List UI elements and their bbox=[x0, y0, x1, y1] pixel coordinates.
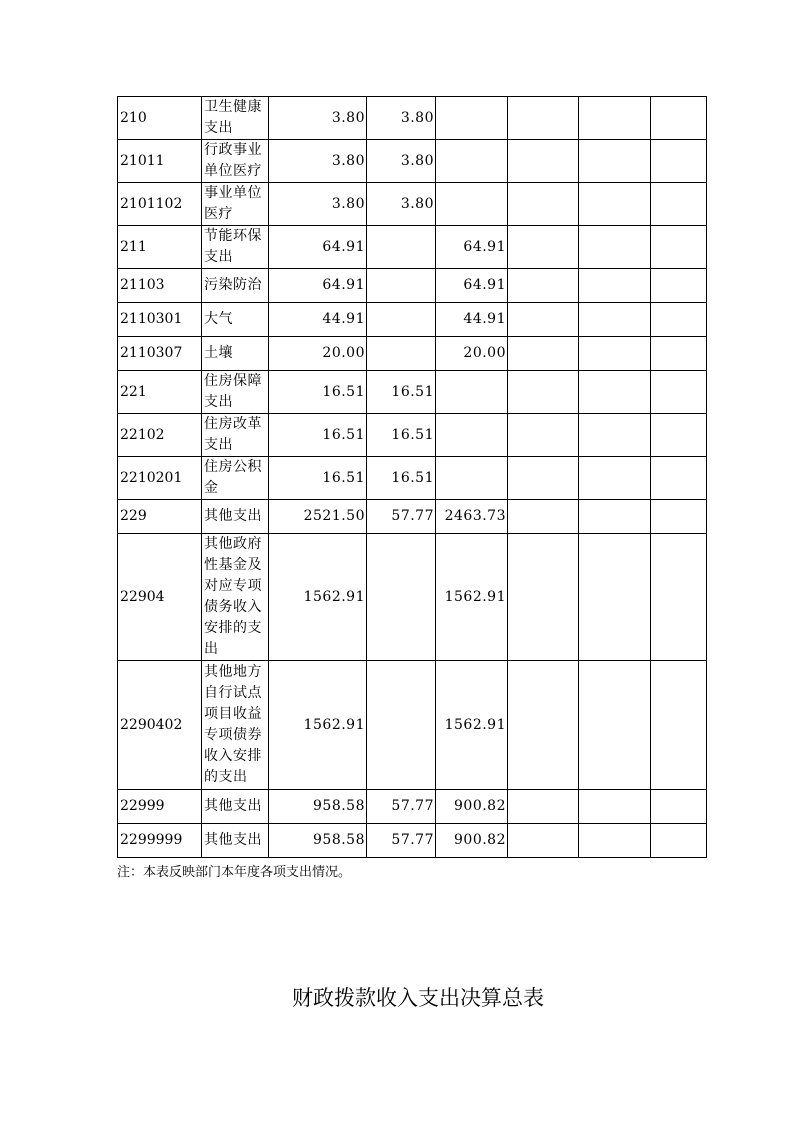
subject-name-cell: 大气 bbox=[202, 303, 269, 337]
subject-code-cell: 21103 bbox=[118, 269, 202, 303]
basic-expenditure-cell: 3.80 bbox=[367, 97, 436, 140]
empty-cell bbox=[579, 824, 651, 858]
table-row bbox=[118, 824, 707, 858]
basic-expenditure-cell: 57.77 bbox=[367, 790, 436, 824]
project-expenditure-cell: 900.82 bbox=[436, 790, 508, 824]
total-expenditure-cell: 3.80 bbox=[269, 97, 367, 140]
table-row bbox=[118, 140, 707, 183]
total-expenditure-cell: 16.51 bbox=[269, 371, 367, 414]
subject-code-cell: 2290402 bbox=[118, 661, 202, 790]
subject-name-cell: 污染防治 bbox=[202, 269, 269, 303]
basic-expenditure-cell bbox=[367, 534, 436, 661]
subject-name-cell: 住房保障支出 bbox=[202, 371, 269, 414]
subject-name-cell: 住房公积金 bbox=[202, 457, 269, 500]
basic-expenditure-cell: 16.51 bbox=[367, 457, 436, 500]
table-row bbox=[118, 226, 707, 269]
empty-cell bbox=[579, 790, 651, 824]
project-expenditure-cell: 64.91 bbox=[436, 226, 508, 269]
empty-cell bbox=[579, 661, 651, 790]
project-expenditure-cell: 900.82 bbox=[436, 824, 508, 858]
empty-cell bbox=[651, 500, 707, 534]
basic-expenditure-cell: 16.51 bbox=[367, 414, 436, 457]
subject-name-cell: 事业单位医疗 bbox=[202, 183, 269, 226]
empty-cell bbox=[579, 97, 651, 140]
subject-name-cell: 其他支出 bbox=[202, 500, 269, 534]
basic-expenditure-cell bbox=[367, 269, 436, 303]
subject-name-cell: 行政事业单位医疗 bbox=[202, 140, 269, 183]
total-expenditure-cell: 20.00 bbox=[269, 337, 367, 371]
empty-cell bbox=[508, 500, 579, 534]
empty-cell bbox=[651, 824, 707, 858]
total-expenditure-cell: 64.91 bbox=[269, 226, 367, 269]
basic-expenditure-cell: 16.51 bbox=[367, 371, 436, 414]
basic-expenditure-cell: 57.77 bbox=[367, 824, 436, 858]
empty-cell bbox=[651, 97, 707, 140]
subject-code-cell: 2210201 bbox=[118, 457, 202, 500]
subject-code-cell: 22904 bbox=[118, 534, 202, 661]
subject-name-cell: 土壤 bbox=[202, 337, 269, 371]
empty-cell bbox=[651, 371, 707, 414]
empty-cell bbox=[579, 457, 651, 500]
empty-cell bbox=[651, 303, 707, 337]
table-row bbox=[118, 97, 707, 140]
total-expenditure-cell: 44.91 bbox=[269, 303, 367, 337]
empty-cell bbox=[508, 140, 579, 183]
total-expenditure-cell: 1562.91 bbox=[269, 534, 367, 661]
empty-cell bbox=[508, 824, 579, 858]
empty-cell bbox=[508, 457, 579, 500]
empty-cell bbox=[579, 269, 651, 303]
total-expenditure-cell: 3.80 bbox=[269, 183, 367, 226]
project-expenditure-cell: 1562.91 bbox=[436, 534, 508, 661]
project-expenditure-cell bbox=[436, 414, 508, 457]
table-row bbox=[118, 269, 707, 303]
empty-cell bbox=[508, 534, 579, 661]
subject-code-cell: 210 bbox=[118, 97, 202, 140]
table-note: 注：本表反映部门本年度各项支出情况。 bbox=[117, 865, 352, 880]
total-expenditure-cell: 958.58 bbox=[269, 790, 367, 824]
basic-expenditure-cell: 3.80 bbox=[367, 183, 436, 226]
empty-cell bbox=[651, 337, 707, 371]
project-expenditure-cell: 1562.91 bbox=[436, 661, 508, 790]
project-expenditure-cell bbox=[436, 140, 508, 183]
empty-cell bbox=[579, 371, 651, 414]
empty-cell bbox=[579, 414, 651, 457]
project-expenditure-cell bbox=[436, 183, 508, 226]
empty-cell bbox=[508, 661, 579, 790]
empty-cell bbox=[508, 790, 579, 824]
total-expenditure-cell: 3.80 bbox=[269, 140, 367, 183]
project-expenditure-cell bbox=[436, 457, 508, 500]
empty-cell bbox=[579, 140, 651, 183]
subject-code-cell: 2110307 bbox=[118, 337, 202, 371]
empty-cell bbox=[651, 183, 707, 226]
empty-cell bbox=[651, 226, 707, 269]
subject-code-cell: 221 bbox=[118, 371, 202, 414]
empty-cell bbox=[651, 534, 707, 661]
project-expenditure-cell: 64.91 bbox=[436, 269, 508, 303]
empty-cell bbox=[651, 661, 707, 790]
total-expenditure-cell: 958.58 bbox=[269, 824, 367, 858]
project-expenditure-cell: 20.00 bbox=[436, 337, 508, 371]
project-expenditure-cell: 2463.73 bbox=[436, 500, 508, 534]
empty-cell bbox=[508, 337, 579, 371]
empty-cell bbox=[579, 226, 651, 269]
empty-cell bbox=[508, 414, 579, 457]
subject-name-cell: 其他地方自行试点项目收益专项债券收入安排的支出 bbox=[202, 661, 269, 790]
basic-expenditure-cell: 57.77 bbox=[367, 500, 436, 534]
table-row bbox=[118, 414, 707, 457]
subject-code-cell: 2101102 bbox=[118, 183, 202, 226]
table-row bbox=[118, 534, 707, 661]
subject-code-cell: 211 bbox=[118, 226, 202, 269]
table-row bbox=[118, 337, 707, 371]
subject-code-cell: 2110301 bbox=[118, 303, 202, 337]
table-row bbox=[118, 371, 707, 414]
table-row bbox=[118, 661, 707, 790]
basic-expenditure-cell bbox=[367, 337, 436, 371]
total-expenditure-cell: 2521.50 bbox=[269, 500, 367, 534]
empty-cell bbox=[508, 269, 579, 303]
empty-cell bbox=[508, 97, 579, 140]
table-row bbox=[118, 183, 707, 226]
subject-code-cell: 22102 bbox=[118, 414, 202, 457]
expenditure-table bbox=[117, 96, 707, 858]
subject-name-cell: 其他政府性基金及对应专项债务收入安排的支出 bbox=[202, 534, 269, 661]
empty-cell bbox=[508, 183, 579, 226]
empty-cell bbox=[508, 303, 579, 337]
empty-cell bbox=[651, 414, 707, 457]
empty-cell bbox=[579, 303, 651, 337]
project-expenditure-cell bbox=[436, 97, 508, 140]
empty-cell bbox=[508, 226, 579, 269]
project-expenditure-cell bbox=[436, 371, 508, 414]
total-expenditure-cell: 64.91 bbox=[269, 269, 367, 303]
empty-cell bbox=[651, 140, 707, 183]
total-expenditure-cell: 1562.91 bbox=[269, 661, 367, 790]
table-row bbox=[118, 303, 707, 337]
subject-name-cell: 住房改革支出 bbox=[202, 414, 269, 457]
subject-name-cell: 其他支出 bbox=[202, 790, 269, 824]
empty-cell bbox=[579, 534, 651, 661]
expenditure-table-container bbox=[117, 96, 707, 858]
subject-code-cell: 22999 bbox=[118, 790, 202, 824]
basic-expenditure-cell bbox=[367, 226, 436, 269]
empty-cell bbox=[579, 183, 651, 226]
next-table-title: 财政拨款收入支出决算总表 bbox=[292, 986, 544, 1010]
subject-code-cell: 21011 bbox=[118, 140, 202, 183]
total-expenditure-cell: 16.51 bbox=[269, 457, 367, 500]
subject-name-cell: 节能环保支出 bbox=[202, 226, 269, 269]
empty-cell bbox=[651, 457, 707, 500]
table-body bbox=[118, 97, 707, 858]
subject-name-cell: 其他支出 bbox=[202, 824, 269, 858]
empty-cell bbox=[651, 790, 707, 824]
subject-code-cell: 2299999 bbox=[118, 824, 202, 858]
project-expenditure-cell: 44.91 bbox=[436, 303, 508, 337]
subject-name-cell: 卫生健康支出 bbox=[202, 97, 269, 140]
total-expenditure-cell: 16.51 bbox=[269, 414, 367, 457]
table-row bbox=[118, 790, 707, 824]
empty-cell bbox=[579, 500, 651, 534]
empty-cell bbox=[579, 337, 651, 371]
basic-expenditure-cell bbox=[367, 303, 436, 337]
empty-cell bbox=[651, 269, 707, 303]
basic-expenditure-cell: 3.80 bbox=[367, 140, 436, 183]
basic-expenditure-cell bbox=[367, 661, 436, 790]
subject-code-cell: 229 bbox=[118, 500, 202, 534]
table-row bbox=[118, 500, 707, 534]
table-row bbox=[118, 457, 707, 500]
empty-cell bbox=[508, 371, 579, 414]
